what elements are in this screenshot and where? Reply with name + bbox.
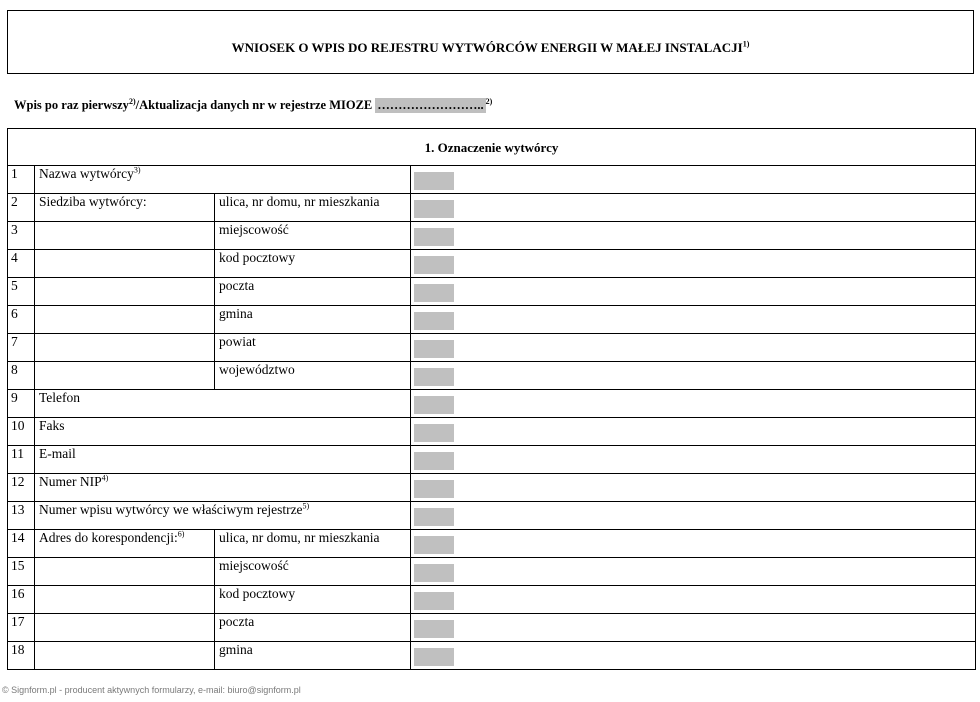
table-cell [411,250,976,278]
mioze-number-field[interactable]: …………………….. [377,98,484,112]
table-row [8,474,976,502]
table-row [8,418,976,446]
footnote-ref: 6) [177,529,185,539]
table-cell: 13 [8,502,35,530]
footnote-ref: 1) [742,39,750,49]
producer-name-input[interactable] [414,172,454,190]
table-row [8,362,976,390]
table-cell: 10 [8,418,35,446]
table-row [8,166,976,194]
table-cell: 5 [8,278,35,306]
table-cell: Numer NIP$^{4)}$ [35,474,411,502]
table-cell [411,530,976,558]
seat-street-input[interactable] [414,200,454,218]
table-cell: 14 [8,530,35,558]
table-row [8,446,976,474]
table-cell [411,390,976,418]
table-cell [411,502,976,530]
table-cell: 2 [8,194,35,222]
table-cell: 3 [8,222,35,250]
table-cell [411,222,976,250]
table-row [8,642,976,670]
table-row [8,530,976,558]
table-cell [35,250,215,278]
table-row [8,306,976,334]
table-cell: 17 [8,614,35,642]
seat-post-input[interactable] [414,284,454,302]
registry-number-input[interactable] [414,508,454,526]
entry-type-line [14,98,492,113]
table-cell: miejscowość [215,558,411,586]
table-row [8,586,976,614]
table-cell: 9 [8,390,35,418]
table-cell [35,642,215,670]
table-cell: poczta [215,278,411,306]
table-row [8,278,976,306]
seat-commune-input[interactable] [414,312,454,330]
corr-city-input[interactable] [414,564,454,582]
table-cell: ulica, nr domu, nr mieszkania [215,530,411,558]
seat-label: Siedziba wytwórcy: [35,194,215,222]
table-cell: gmina [215,306,411,334]
table-cell [411,586,976,614]
table-cell [411,418,976,446]
table-cell: miejscowość [215,222,411,250]
table-cell: Numer wpisu wytwórcy we właściwym rejestrze$^{5)}$ [35,502,411,530]
table-cell: kod pocztowy [215,586,411,614]
table-cell: 12 [8,474,35,502]
corr-postcode-input[interactable] [414,592,454,610]
table-cell: 1 [8,166,35,194]
table-cell: 8 [8,362,35,390]
table-cell [35,362,215,390]
table-row [8,614,976,642]
fax-input[interactable] [414,424,454,442]
table-cell [411,278,976,306]
table-row [8,250,976,278]
table-cell [35,278,215,306]
footnote-ref: 5) [302,501,310,511]
email-input[interactable] [414,452,454,470]
seat-district-input[interactable] [414,340,454,358]
table-cell: E-mail [35,446,411,474]
title-box [7,10,974,74]
table-cell [35,222,215,250]
table-row [8,334,976,362]
section-title: 1. Oznaczenie wytwórcy [8,129,976,166]
producer-name-label: Nazwa wytwórcy$^{3)}$ [35,166,411,194]
nip-input[interactable] [414,480,454,498]
seat-city-input[interactable] [414,228,454,246]
table-cell: poczta [215,614,411,642]
first-entry-label: Wpis po raz pierwszy [14,98,129,112]
table-cell [35,558,215,586]
table-cell [411,194,976,222]
table-cell [35,306,215,334]
table-cell: 18 [8,642,35,670]
table-cell [411,446,976,474]
table-cell: powiat [215,334,411,362]
table-cell [411,362,976,390]
table-cell: 16 [8,586,35,614]
table-cell [35,586,215,614]
corr-commune-input[interactable] [414,648,454,666]
table-cell [411,642,976,670]
seat-postcode-input[interactable] [414,256,454,274]
table-cell [411,614,976,642]
table-cell: kod pocztowy [215,250,411,278]
table-cell: Faks [35,418,411,446]
table-cell [411,334,976,362]
table-row [8,222,976,250]
table-cell: Adres do korespondencji:$^{6)}$ [35,530,215,558]
table-cell: 4 [8,250,35,278]
form-title: WNIOSEK O WPIS DO REJESTRU WYTWÓRCÓW ENERGII W MAŁEJ INSTALACJI$^{1)}$ [231,39,750,55]
producer-table [7,128,976,670]
table-cell: 11 [8,446,35,474]
table-cell [411,474,976,502]
table-cell [411,166,976,194]
footnote-ref: 2) [485,96,493,106]
phone-input[interactable] [414,396,454,414]
table-cell: Telefon [35,390,411,418]
footnote-ref: 2) [128,96,136,106]
table-cell [411,558,976,586]
table-cell: 15 [8,558,35,586]
table-cell [35,614,215,642]
table-cell: ulica, nr domu, nr mieszkania [215,194,411,222]
corr-street-input[interactable] [414,536,454,554]
table-cell [411,306,976,334]
footnote-ref: 3) [133,165,141,175]
seat-voivodeship-input[interactable] [414,368,454,386]
footnote-ref: 4) [101,473,109,483]
table-row [8,194,976,222]
table-cell [35,334,215,362]
table-row [8,558,976,586]
table-cell: 7 [8,334,35,362]
table-cell: województwo [215,362,411,390]
table-cell: gmina [215,642,411,670]
footer-credit: © Signform.pl - producent aktywnych formularzy, e-mail: biuro@signform.pl [2,685,301,695]
table-row [8,502,976,530]
update-label: /Aktualizacja danych nr w rejestrze MIOZE [135,98,373,112]
table-cell: 6 [8,306,35,334]
corr-post-input[interactable] [414,620,454,638]
table-row [8,390,976,418]
